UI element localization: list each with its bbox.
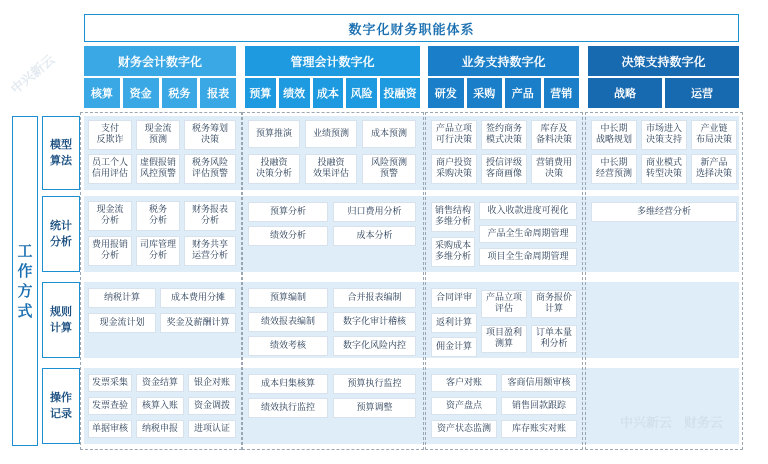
cell-r4c3-1: 客户对账	[431, 374, 497, 392]
cell-r2c3-4: 采购成本 多维分析	[431, 237, 475, 267]
cell-r2c1-2: 税务 分析	[136, 201, 180, 231]
cell-r2c1-6: 财务共享 运营分析	[184, 236, 236, 266]
cell-r1c1-2: 现金流 预测	[136, 120, 180, 150]
cell-r3c2-1: 预算编制	[248, 288, 328, 308]
cell-r4c3-5: 资产状态监测	[431, 420, 497, 438]
row-label-model	[42, 116, 80, 190]
work-mode-text: 工 作 方 式	[17, 242, 33, 320]
watermark-text: 财务云	[684, 416, 724, 431]
cell-r2c3-1: 销售结构 多维分析	[431, 202, 475, 232]
sub-tab: 战略	[588, 78, 662, 108]
cell-r4c1-3: 银企对账	[188, 374, 236, 392]
cell-r1c2-2: 业绩预测	[305, 120, 357, 148]
cell-r3c3-7: 佣金计算	[431, 337, 477, 357]
sub-tab: 税务	[162, 78, 198, 108]
cell-r3c1-3: 现金流计划	[88, 313, 156, 333]
cell-r4c2-4: 预算调整	[333, 398, 416, 418]
cell-r1c4-1: 中长期 战略规划	[591, 120, 637, 150]
cell-r4c2-1: 成本归集核算	[248, 374, 328, 394]
cell-r1c3-4: 商户投资 采购决策	[431, 154, 477, 184]
cell-r2c4-1: 多维经营分析	[591, 202, 737, 222]
cell-r4c3-4: 销售回款跟踪	[501, 397, 577, 415]
cell-r1c4-2: 市场进入 决策支持	[641, 120, 687, 150]
cell-r1c2-5: 投融资 效果评估	[305, 154, 357, 184]
column-header-business-support	[428, 46, 579, 76]
column-header-label: 管理会计数字化	[290, 54, 375, 69]
column-header-decision-support	[588, 46, 739, 76]
cell-r4c3-6: 库存账实对账	[501, 420, 577, 438]
sub-tab: 预算	[245, 78, 276, 108]
cell-r1c3-5: 授信评级 客商画像	[481, 154, 527, 184]
cell-r2c1-5: 司库管理 分析	[136, 236, 180, 266]
cell-r1c3-3: 库存及 备料决策	[531, 120, 577, 150]
cell-r2c3-5: 项目全生命周期管理	[479, 248, 577, 266]
sub-tab: 产品	[505, 78, 541, 108]
column-header-financial-accounting	[84, 46, 236, 76]
sub-tab: 风险	[346, 78, 377, 108]
cell-r1c3-1: 产品立项 可行决策	[431, 120, 477, 150]
cell-r3c2-4: 数字化审计稽核	[333, 312, 416, 332]
cell-r1c3-2: 签约商务 模式决策	[481, 120, 527, 150]
cell-r1c3-6: 营销费用 决策	[531, 154, 577, 184]
cell-r1c1-6: 税务风险 评估预警	[184, 154, 236, 184]
sub-tabs-business-support	[428, 78, 579, 108]
cell-r4c2-2: 预算执行监控	[333, 374, 416, 394]
sub-tab: 成本	[313, 78, 344, 108]
cell-r3c3-4: 返利计算	[431, 313, 477, 333]
cell-r3c2-3: 绩效报表编制	[248, 312, 328, 332]
sub-tabs-management-accounting	[245, 78, 420, 108]
sub-tab: 绩效	[279, 78, 310, 108]
cell-r3c3-5: 项目盈利 测算	[481, 325, 527, 353]
cell-r2c3-3: 产品全生命周期管理	[479, 225, 577, 243]
cell-r1c2-4: 投融资 决策分析	[248, 154, 300, 184]
cell-r3c3-3: 商务报价 计算	[531, 290, 577, 318]
cell-r4c1-9: 进项认证	[188, 420, 236, 438]
cell-r3c2-5: 绩效考核	[248, 336, 328, 356]
column-header-management-accounting	[245, 46, 420, 76]
row-label-stats	[42, 196, 80, 272]
cell-r4c3-2: 客商信用额审核	[501, 374, 577, 392]
row-label-text: 操作 记录	[50, 391, 72, 420]
cell-r2c2-3: 绩效分析	[248, 226, 328, 246]
sub-tabs-financial-accounting	[84, 78, 236, 108]
cell-r3c2-2: 合并报表编制	[333, 288, 416, 308]
sub-tab: 资金	[123, 78, 159, 108]
sub-tab: 营销	[544, 78, 580, 108]
cell-r4c1-7: 单据审核	[88, 420, 132, 438]
column-header-label: 财务会计数字化	[117, 54, 202, 69]
row-label-text: 统计 分析	[50, 219, 72, 248]
cell-r3c1-1: 纳税计算	[88, 288, 156, 308]
cell-r4c2-3: 绩效执行监控	[248, 398, 328, 418]
cell-r1c1-3: 税务筹划 决策	[184, 120, 236, 150]
cell-r1c4-6: 新产品 选择决策	[691, 154, 737, 184]
sub-tab: 核算	[84, 78, 120, 108]
watermark-text: 中兴新云	[8, 52, 59, 98]
cell-r2c2-4: 成本分析	[333, 226, 416, 246]
cell-r2c3-2: 收入收款进度可视化	[479, 202, 577, 220]
cell-r2c2-2: 归口费用分析	[333, 202, 416, 222]
row-label-ops	[42, 368, 80, 444]
cell-r3c2-6: 数字化风险内控	[333, 336, 416, 356]
sub-tab: 报表	[200, 78, 236, 108]
cell-r2c1-1: 现金流 分析	[88, 201, 132, 231]
cell-r3c3-1: 合同评审	[431, 288, 477, 308]
cell-r2c2-1: 预算分析	[248, 202, 328, 222]
cell-r2c1-3: 财务报表 分析	[184, 201, 236, 231]
sub-tab: 运营	[665, 78, 739, 108]
cell-r1c2-3: 成本预测	[362, 120, 416, 148]
cell-r2c1-4: 费用报销 分析	[88, 236, 132, 266]
cell-r1c1-5: 虚假报销 风控预警	[136, 154, 180, 184]
row-label-text: 模型 算法	[50, 138, 72, 167]
cell-r1c4-5: 商业模式 转型决策	[641, 154, 687, 184]
cell-r4c1-2: 资金结算	[136, 374, 184, 392]
cell-r4c1-8: 纳税申报	[136, 420, 184, 438]
sub-tab: 研发	[428, 78, 464, 108]
work-mode-label	[12, 116, 38, 446]
cell-r3c1-4: 奖金及薪酬计算	[160, 313, 236, 333]
cell-r3c3-6: 订单本量 利分析	[531, 325, 577, 353]
diagram-title	[84, 14, 739, 42]
cell-r1c2-1: 预算推演	[248, 120, 300, 148]
cell-r4c1-4: 发票查验	[88, 397, 132, 415]
cell-r1c4-4: 中长期 经营预测	[591, 154, 637, 184]
sub-tab: 投融资	[380, 78, 420, 108]
column-header-label: 业务支持数字化	[461, 54, 546, 69]
cell-r1c1-4: 员工个人 信用评估	[88, 154, 132, 184]
watermark-text: 中兴新云	[620, 416, 673, 431]
row-label-text: 规则 计算	[50, 305, 72, 334]
cell-r1c1-1: 支付 反欺诈	[88, 120, 132, 150]
cell-r1c4-3: 产业链 布局决策	[691, 120, 737, 150]
cell-r4c3-3: 资产盘点	[431, 397, 497, 415]
sub-tabs-decision-support	[588, 78, 739, 108]
cell-r4c1-5: 核算入账	[136, 397, 184, 415]
column-header-label: 决策支持数字化	[621, 54, 706, 69]
cell-r3c1-2: 成本费用分摊	[160, 288, 236, 308]
cell-r1c2-6: 风险预测 预警	[362, 154, 416, 184]
row-label-rules	[42, 282, 80, 358]
diagram-title-text: 数字化财务职能体系	[348, 22, 475, 38]
cell-r4c1-6: 资金调拨	[188, 397, 236, 415]
cell-r4c1-1: 发票采集	[88, 374, 132, 392]
sub-tab: 采购	[467, 78, 503, 108]
cell-r3c3-2: 产品立项 评估	[481, 290, 527, 318]
